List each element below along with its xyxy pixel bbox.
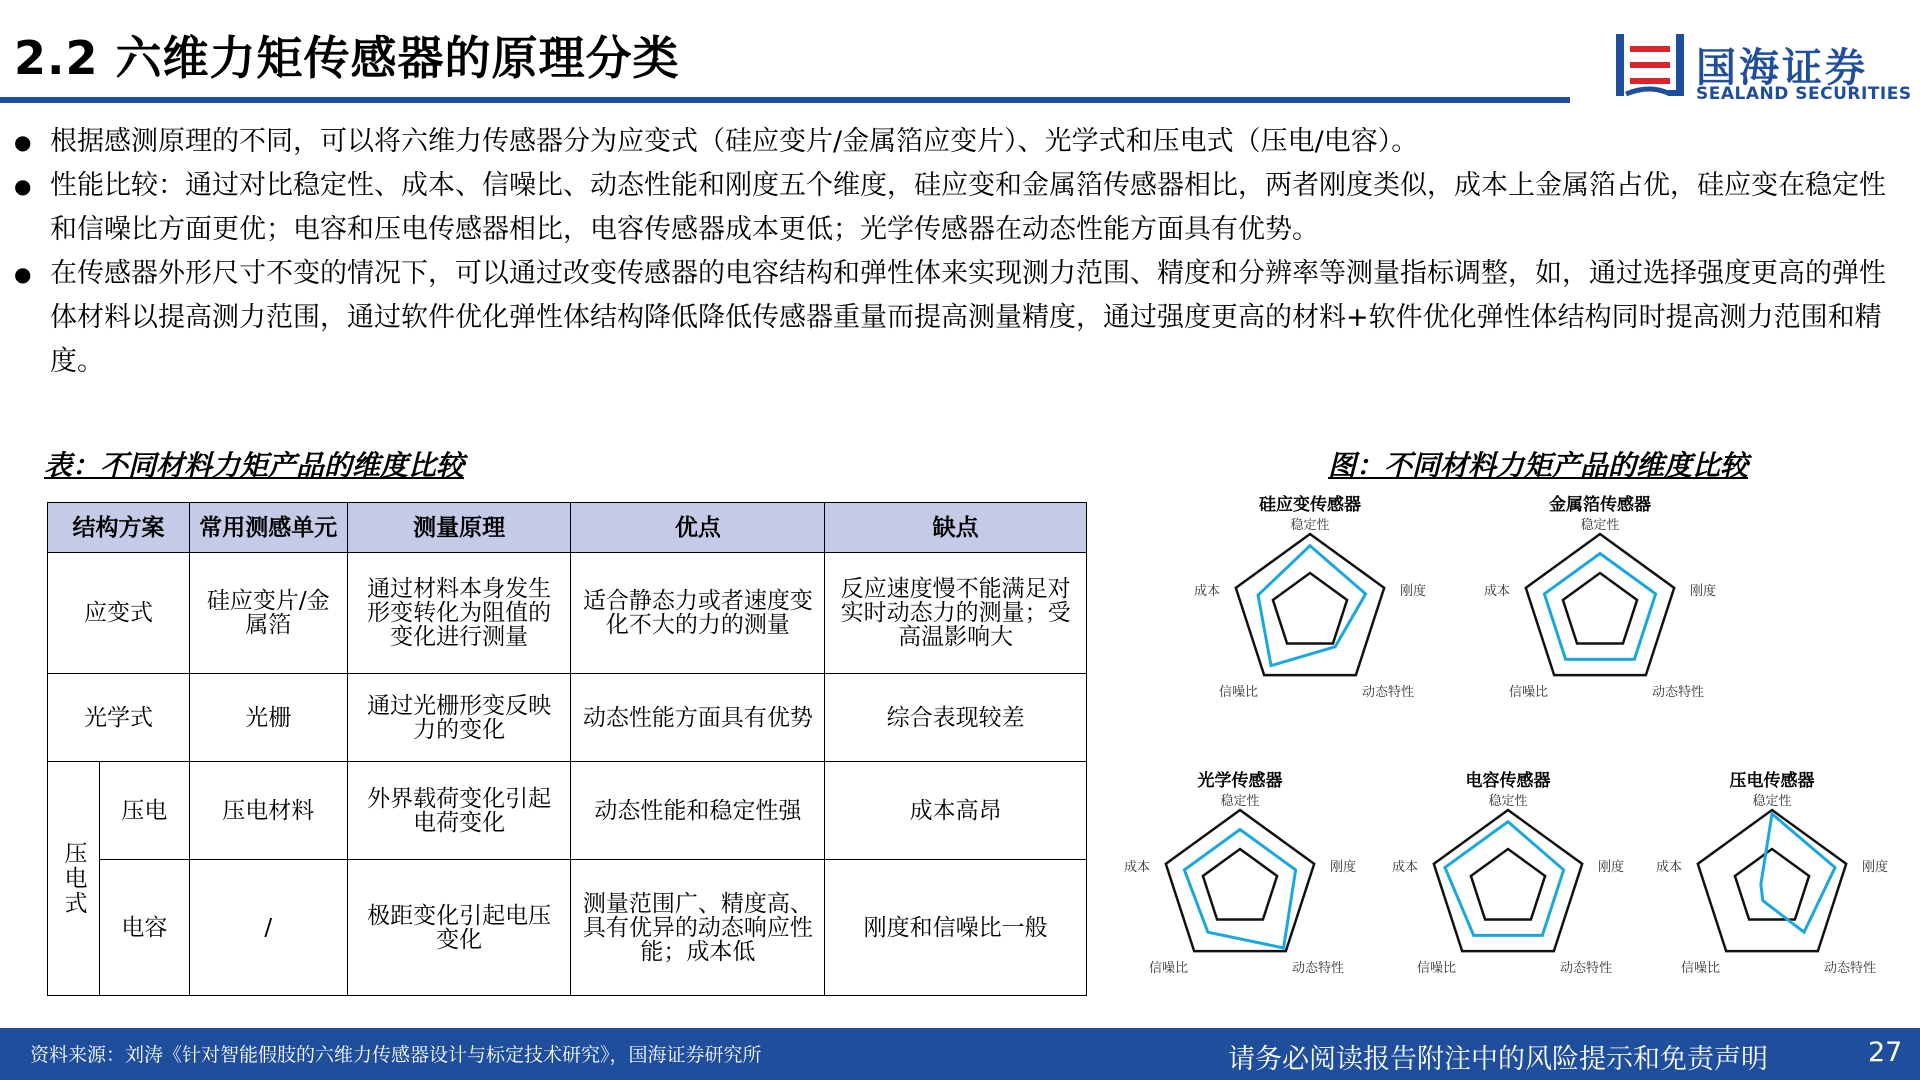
logo-mark-icon bbox=[1612, 28, 1688, 104]
radar-axis-label: 信噪比 bbox=[1218, 685, 1258, 701]
radar-chart bbox=[1193, 490, 1427, 720]
table-cell: 刚度和信噪比一般 bbox=[825, 860, 1087, 996]
radar-axis-label: 动态特性 bbox=[1292, 961, 1345, 977]
table-caption: 表：不同材料力矩产品的维度比较 bbox=[44, 449, 465, 482]
logo-text-cn: 国海证券 bbox=[1696, 45, 1868, 91]
table-row bbox=[48, 674, 1087, 762]
radar-inner-ring bbox=[1273, 573, 1347, 644]
radar-title: 电容传感器 bbox=[1465, 771, 1551, 791]
company-logo bbox=[1612, 28, 1912, 108]
table-group-cell: 压电式 bbox=[48, 762, 100, 996]
radar-inner-ring bbox=[1563, 573, 1637, 644]
radar-axis-label: 动态特性 bbox=[1560, 961, 1613, 977]
radar-axis-label: 成本 bbox=[1391, 859, 1418, 875]
radar-outer-ring bbox=[1698, 810, 1846, 951]
radar-inner-ring bbox=[1471, 849, 1545, 920]
logo-text-en: SEALAND SECURITIES bbox=[1696, 84, 1912, 104]
radar-axis-label: 刚度 bbox=[1330, 859, 1357, 875]
title-divider bbox=[0, 97, 1570, 103]
radar-series-line bbox=[1184, 830, 1295, 948]
radar-axis-label: 稳定性 bbox=[1488, 794, 1528, 809]
table-row bbox=[48, 553, 1087, 674]
bullet-item: ● 根据感测原理的不同，可以将六维力传感器分为应变式（硅应变片/金属箔应变片）、光学式和压电式（压电/电容）。 bbox=[14, 120, 1894, 164]
radar-axis-label: 动态特性 bbox=[1362, 685, 1415, 701]
table-cell: 应变式 bbox=[48, 553, 190, 674]
table-cell: 极距变化引起电压变化 bbox=[347, 860, 571, 996]
radar-title: 金属箔传感器 bbox=[1549, 495, 1651, 515]
table-cell: 反应速度慢不能满足对实时动态力的测量；受高温影响大 bbox=[825, 553, 1087, 674]
radar-axis-label: 刚度 bbox=[1862, 859, 1889, 875]
radar-axis-label: 稳定性 bbox=[1580, 518, 1620, 533]
table-cell: 适合静态力或者速度变化不大的力的测量 bbox=[571, 553, 825, 674]
radar-axis-label: 刚度 bbox=[1400, 583, 1427, 599]
radar-chart bbox=[1391, 766, 1625, 996]
bullet-list bbox=[14, 120, 1894, 384]
radar-chart bbox=[1123, 766, 1357, 996]
table-cell: 硅应变片/金属箔 bbox=[189, 553, 347, 674]
radar-inner-ring bbox=[1203, 849, 1277, 920]
radar-axis-label: 信噪比 bbox=[1508, 685, 1548, 701]
radar-axis-label: 稳定性 bbox=[1290, 518, 1330, 533]
table-cell: 测量范围广、精度高、具有优异的动态响应性能；成本低 bbox=[571, 860, 825, 996]
radar-title: 压电传感器 bbox=[1729, 771, 1815, 791]
table-header-row bbox=[48, 503, 1087, 553]
page-number: 27 bbox=[1868, 1037, 1903, 1068]
radar-axis-label: 稳定性 bbox=[1220, 794, 1260, 809]
source-note: 资料来源：刘涛《针对智能假肢的六维力传感器设计与标定技术研究》，国海证券研究所 bbox=[30, 1044, 762, 1066]
table-row bbox=[48, 762, 1087, 860]
table-cell: 通过材料本身发生形变转化为阻值的变化进行测量 bbox=[347, 553, 571, 674]
bullet-item: ● 在传感器外形尺寸不变的情况下，可以通过改变传感器的电容结构和弹性体来实现测力范围、精度和分辨率等测量指标调整，如，通过选择强度更高的弹性体材料以提高测力范围，通过软件优化弹性体结构降低降低传感器重量而提高测量精度，通过强度更高的材料+软件优化弹性体结构同时提高测力范围和精度。 bbox=[14, 252, 1894, 384]
radar-axis-label: 刚度 bbox=[1598, 859, 1625, 875]
table-cell: / bbox=[189, 860, 347, 996]
table-cell: 动态性能和稳定性强 bbox=[571, 762, 825, 860]
table-cell: 压电 bbox=[99, 762, 189, 860]
radar-title: 硅应变传感器 bbox=[1259, 495, 1361, 515]
radar-axis-label: 信噪比 bbox=[1416, 961, 1456, 977]
radar-axis-label: 成本 bbox=[1123, 859, 1150, 875]
disclaimer-text: 请务必阅读报告附注中的风险提示和免责声明 bbox=[1228, 1044, 1768, 1075]
table-cell: 通过光栅形变反映力的变化 bbox=[347, 674, 571, 762]
table-cell: 动态性能方面具有优势 bbox=[571, 674, 825, 762]
radar-axis-label: 动态特性 bbox=[1652, 685, 1705, 701]
radar-axis-label: 信噪比 bbox=[1148, 961, 1188, 977]
radar-chart bbox=[1483, 490, 1717, 720]
radar-axis-label: 信噪比 bbox=[1680, 961, 1720, 977]
radar-axis-label: 动态特性 bbox=[1824, 961, 1877, 977]
table-cell: 成本高昂 bbox=[825, 762, 1087, 860]
page-title: 2.2 六维力矩传感器的原理分类 bbox=[14, 31, 680, 85]
table-cell: 光学式 bbox=[48, 674, 190, 762]
table-cell: 光栅 bbox=[189, 674, 347, 762]
radar-axis-label: 成本 bbox=[1193, 583, 1220, 599]
radar-chart bbox=[1655, 766, 1889, 996]
header-cell: 优点 bbox=[571, 503, 825, 553]
radar-title: 光学传感器 bbox=[1197, 771, 1283, 791]
header-cell: 测量原理 bbox=[347, 503, 571, 553]
radar-axis-label: 成本 bbox=[1655, 859, 1682, 875]
comparison-table bbox=[47, 502, 1087, 996]
figure-caption: 图：不同材料力矩产品的维度比较 bbox=[1328, 449, 1749, 482]
table-cell: 压电材料 bbox=[189, 762, 347, 860]
bullet-item: ● 性能比较：通过对比稳定性、成本、信噪比、动态性能和刚度五个维度，硅应变和金属箔传感器相比，两者刚度类似，成本上金属箔占优，硅应变在稳定性和信噪比方面更优；电容和压电传感器相比，电容传感器成本更低；光学传感器在动态性能方面具有优势。 bbox=[14, 164, 1894, 252]
radar-series-line bbox=[1761, 814, 1835, 932]
table-cell: 综合表现较差 bbox=[825, 674, 1087, 762]
header-cell: 结构方案 bbox=[48, 503, 190, 553]
header-cell: 常用测感单元 bbox=[189, 503, 347, 553]
header-cell: 缺点 bbox=[825, 503, 1087, 553]
table-cell: 电容 bbox=[99, 860, 189, 996]
table-cell: 外界载荷变化引起电荷变化 bbox=[347, 762, 571, 860]
radar-axis-label: 稳定性 bbox=[1752, 794, 1792, 809]
radar-charts-figure bbox=[1123, 470, 1890, 1010]
radar-axis-label: 成本 bbox=[1483, 583, 1510, 599]
radar-axis-label: 刚度 bbox=[1690, 583, 1717, 599]
footer-bar bbox=[0, 1028, 1920, 1080]
table-row bbox=[48, 860, 1087, 996]
